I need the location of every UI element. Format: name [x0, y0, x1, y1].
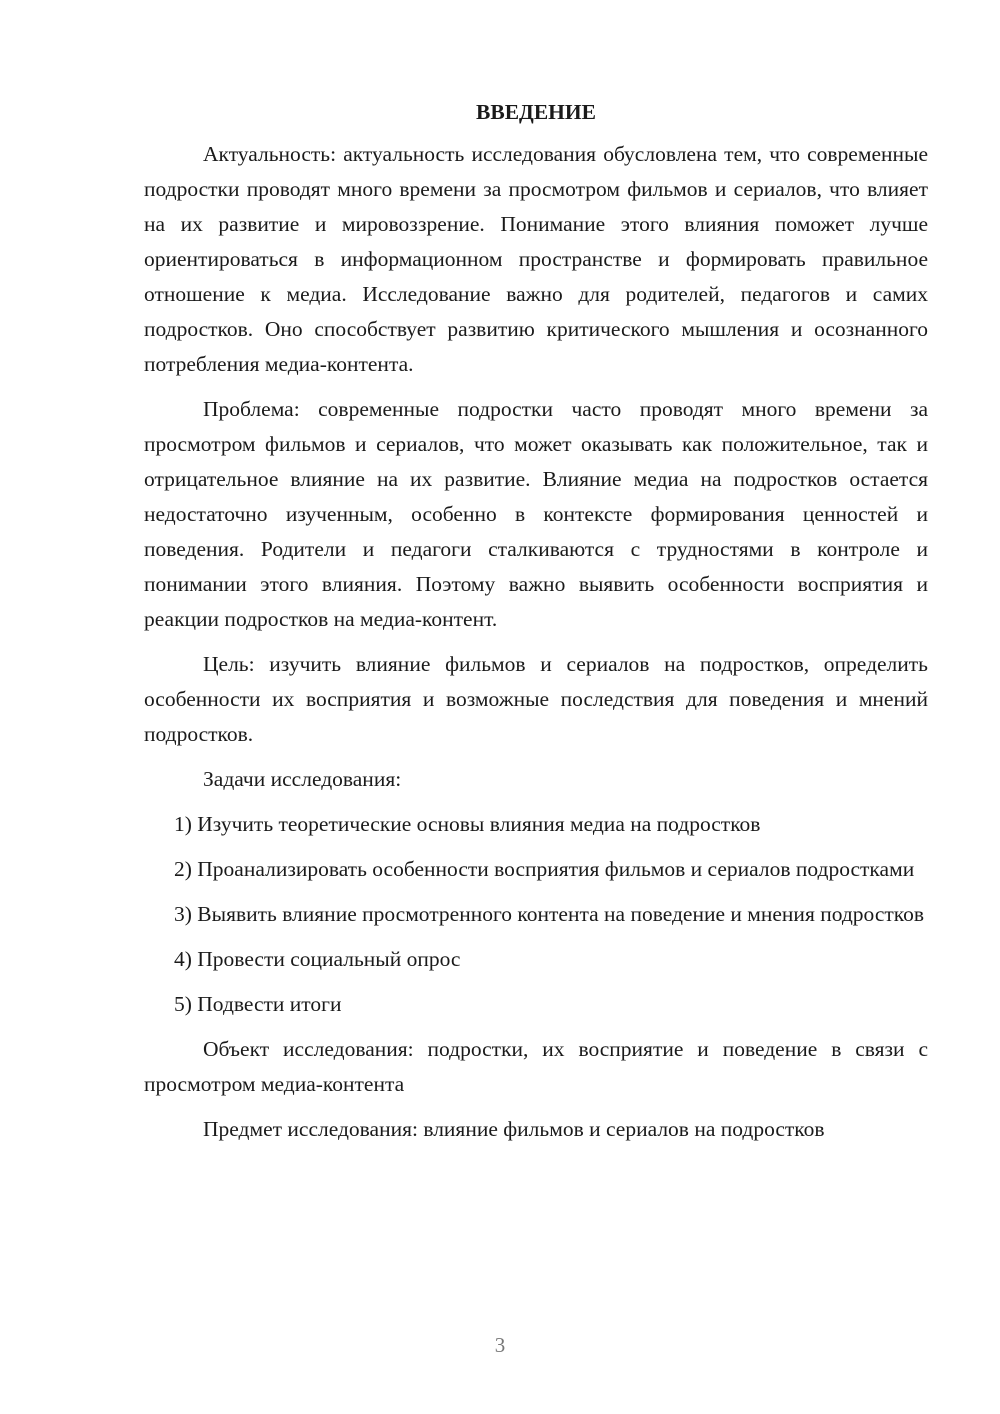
document-page — [144, 96, 928, 1157]
task-item: 2) Проанализировать особенности восприятия фильмов и сериалов подростками — [174, 857, 915, 881]
page-number: 3 — [494, 1333, 506, 1357]
goal-paragraph: Цель: изучить влияние фильмов и сериалов на подростков, определить особенности их восприятия и возможные последствия для поведения и мнений подростков. — [144, 652, 928, 746]
object-paragraph: Объект исследования: подростки, их восприятие и поведение в связи с просмотром медиа-контента — [144, 1037, 928, 1096]
section-heading: ВВЕДЕНИЕ — [476, 100, 596, 124]
task-item: 1) Изучить теоретические основы влияния медиа на подростков — [174, 812, 761, 836]
task-item: 4) Провести социальный опрос — [174, 947, 461, 971]
problem-paragraph: Проблема: современные подростки часто проводят много времени за просмотром фильмов и сериалов, что может оказывать как положительное, так и отрицательное влияние на их развитие. Влияние медиа на подростков остается недостаточно изученным, особенно в контексте формирования ценностей и поведения. Родители и педагоги сталкиваются с трудностями в контроле и понимании этого влияния. Поэтому важно выявить особенности восприятия и реакции подростков на медиа-контент. — [144, 397, 928, 631]
tasks-title: Задачи исследования: — [203, 767, 402, 791]
task-item: 5) Подвести итоги — [174, 992, 342, 1016]
task-item: 3) Выявить влияние просмотренного контента на поведение и мнения подростков — [174, 902, 925, 926]
subject-paragraph: Предмет исследования: влияние фильмов и сериалов на подростков — [203, 1117, 825, 1141]
relevance-paragraph: Актуальность: актуальность исследования обусловлена тем, что современные подростки проводят много времени за просмотром фильмов и сериалов, что влияет на их развитие и мировоззрение. Понимание этого влияния поможет лучше ориентироваться в информационном пространстве и формировать правильное отношение к медиа. Исследование важно для родителей, педагогов и самих подростков. Оно способствует развитию критического мышления и осознанного потребления медиа-контента. — [144, 142, 928, 376]
